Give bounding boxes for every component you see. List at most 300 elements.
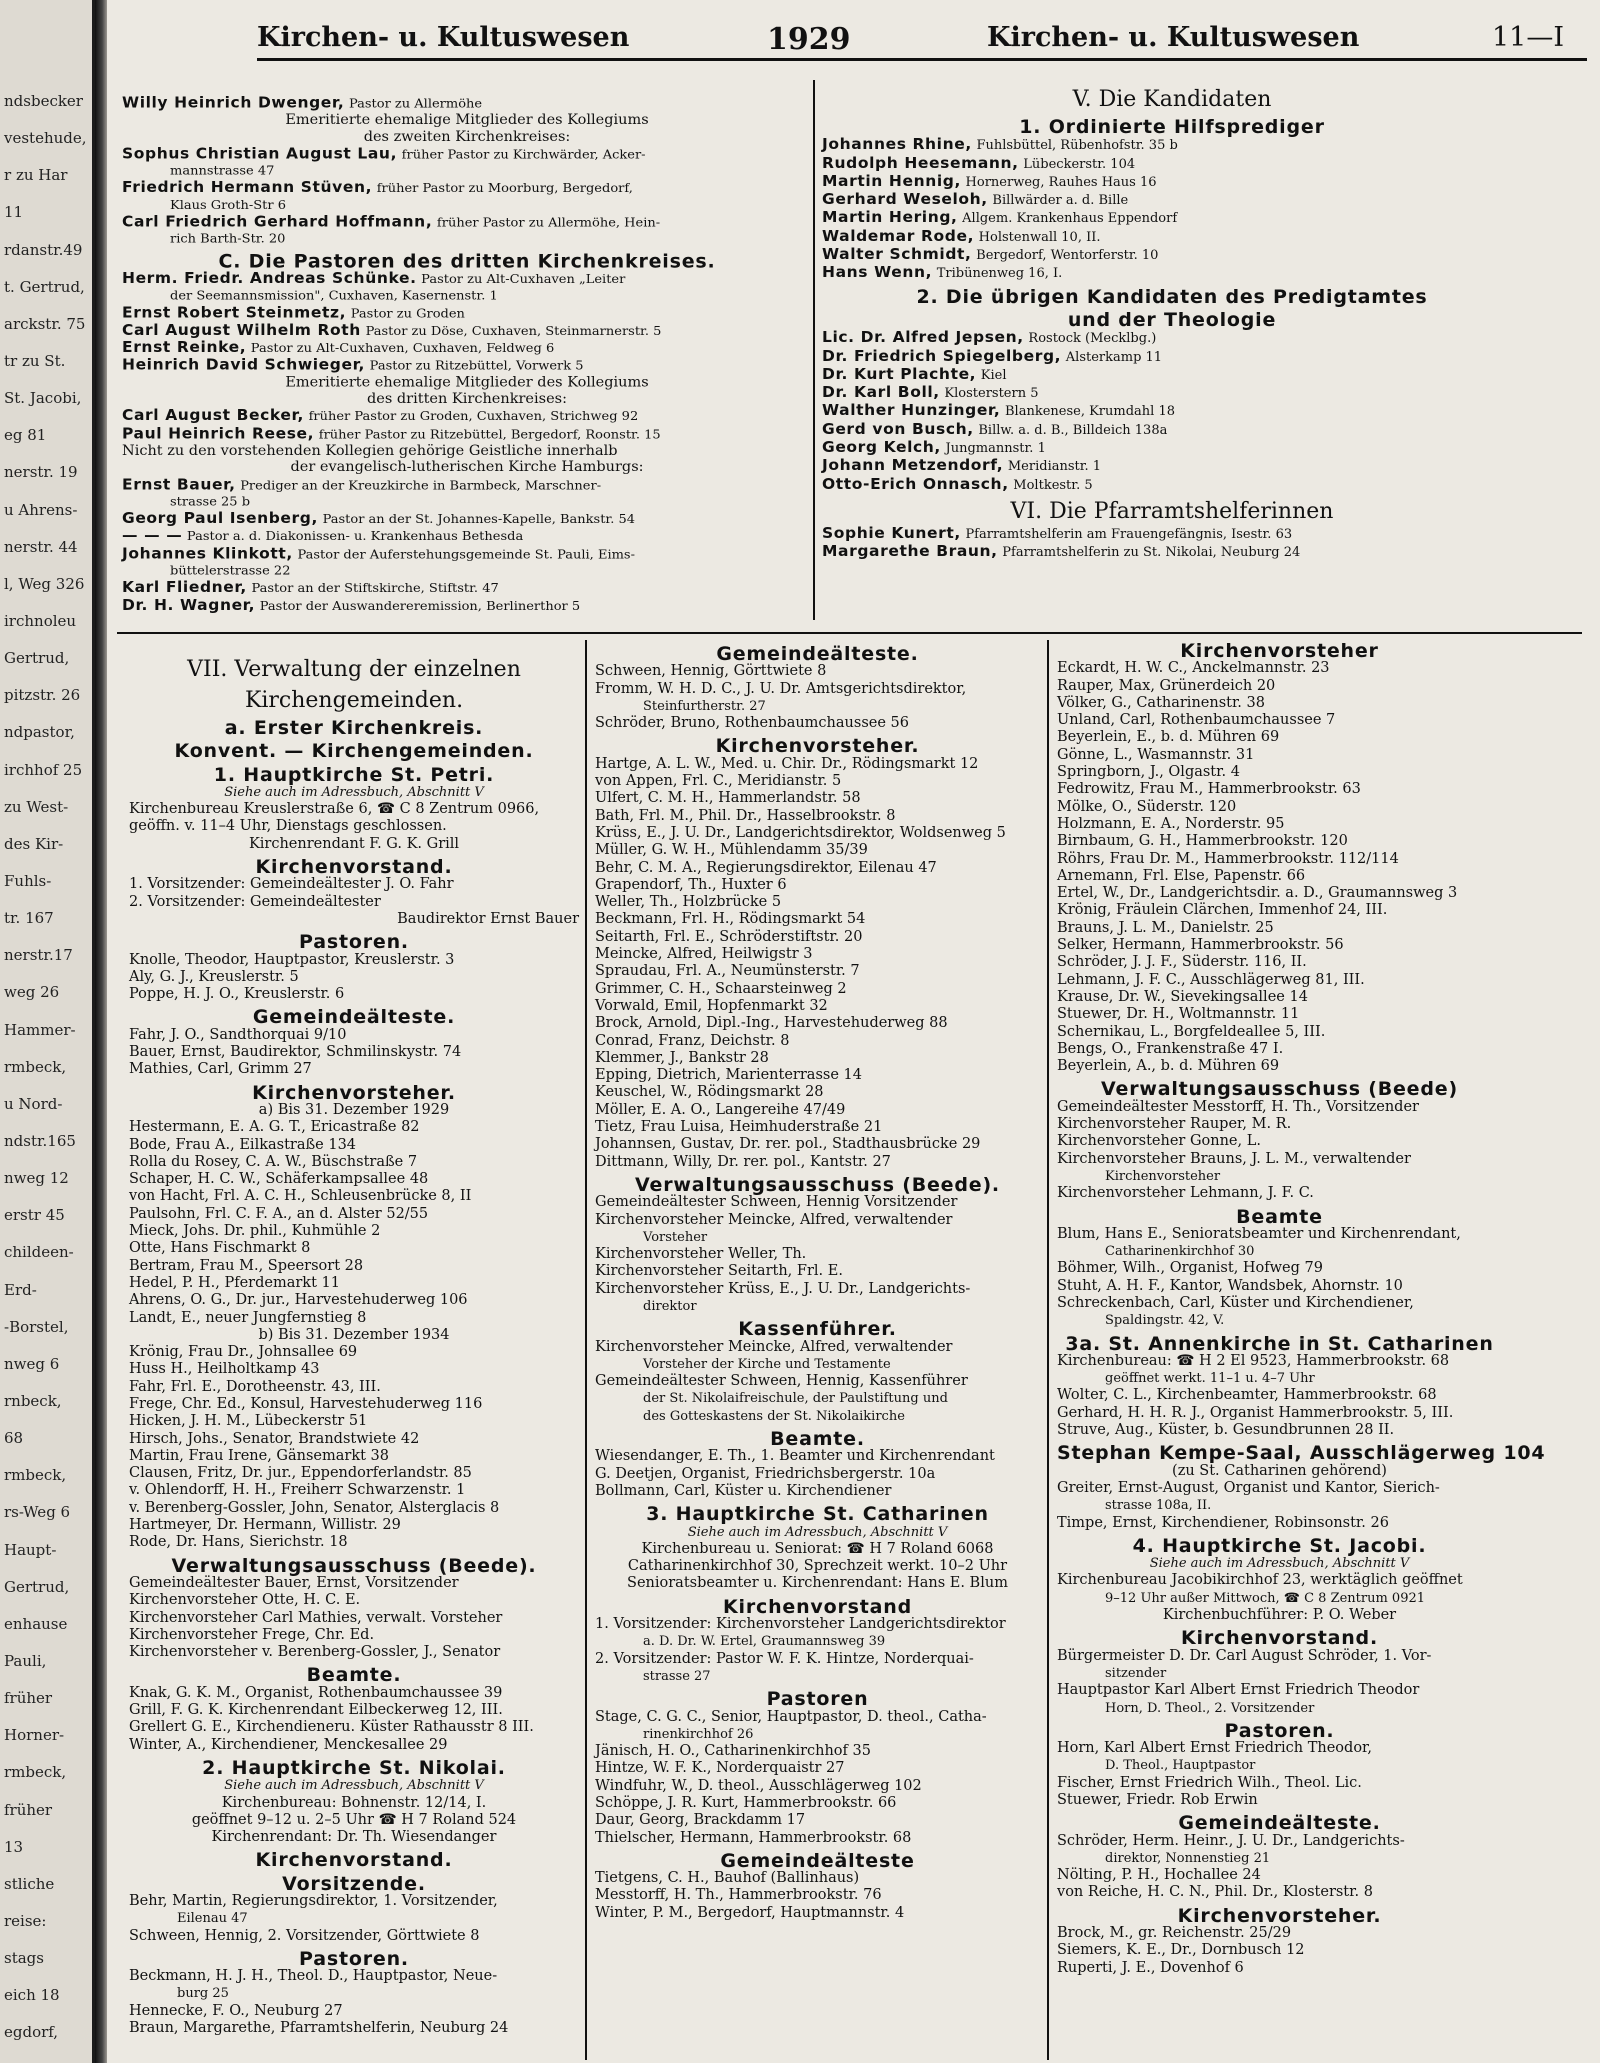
text-line: Kirchenvorsteher Brauns, J. L. M., verwaltender bbox=[1057, 1150, 1411, 1167]
text-line: Mieck, Johs. Dr. phil., Kuhmühle 2 bbox=[129, 1223, 381, 1240]
text-line: Kirchenvorsteher Gonne, L. bbox=[1057, 1133, 1261, 1150]
section-title: Kirchengemeinden. bbox=[244, 688, 464, 713]
section-heading: a. Erster Kirchenkreis. bbox=[224, 717, 484, 739]
text-line: Röhrs, Frau Dr. M., Hammerbrookstr. 112/114 bbox=[1057, 850, 1399, 867]
centered-line: Kirchenbureau u. Seniorat: ☎ H 7 Roland 6068 bbox=[641, 1540, 994, 1557]
section-heading: Beamte bbox=[1236, 1205, 1323, 1228]
entry-detail: Pastor der Auferstehungsgemeinde St. Pauli, Eims- bbox=[297, 547, 635, 562]
text-line: Conrad, Franz, Deichstr. 8 bbox=[595, 1032, 790, 1049]
entry-name: Gerd von Busch, bbox=[822, 419, 974, 438]
strip-fragment: stags bbox=[4, 1949, 44, 1967]
entry-name: Gerhard Weseloh, bbox=[822, 190, 988, 209]
text-line: Kirchenvorsteher Krüss, E., J. U. Dr., Landgerichts- bbox=[595, 1280, 971, 1297]
strip-fragment: nerstr. 44 bbox=[4, 538, 78, 556]
entry-line bbox=[122, 357, 812, 375]
text-line: Stage, C. G. C., Senior, Hauptpastor, D. theol., Catha- bbox=[595, 1708, 987, 1725]
centered-line: der evangelisch-lutherischen Kirche Hamburgs: bbox=[290, 459, 644, 476]
entry-name: Karl Fliedner, bbox=[122, 578, 247, 597]
strip-fragment: nweg 6 bbox=[4, 1355, 60, 1373]
text-line: v. Berenberg-Gossler, John, Senator, Alsterglacis 8 bbox=[129, 1499, 500, 1516]
section-title: VII. Verwaltung der einzelnen bbox=[187, 657, 521, 682]
entry-line bbox=[822, 476, 1522, 494]
strip-fragment: St. Jacobi, bbox=[4, 389, 82, 407]
continuation-line: Spaldingstr. 42, V. bbox=[1105, 1313, 1225, 1329]
text-line: Krönig, Fräulein Clärchen, Immenhof 24, III. bbox=[1057, 902, 1388, 919]
strip-fragment: childeen- bbox=[4, 1243, 74, 1261]
text-line: Grellert G. E., Kirchendieneru. Küster Rathausstr 8 III. bbox=[129, 1719, 534, 1736]
entry-detail: Pfarramtshelferin zu St. Nikolai, Neuburg 24 bbox=[1002, 545, 1301, 561]
text-line: Behr, Martin, Regierungsdirektor, 1. Vorsitzender, bbox=[129, 1893, 498, 1909]
continuation-line: Kirchenvorsteher bbox=[1105, 1168, 1221, 1184]
text-line: Völker, G., Catharinenstr. 38 bbox=[1057, 694, 1265, 711]
centered-line: geöffnet 9–12 u. 2–5 Uhr ☎ H 7 Roland 524 bbox=[191, 1811, 517, 1828]
text-line: von Reiche, H. C. N., Phil. Dr., Klosterstr. 8 bbox=[1057, 1884, 1373, 1901]
text-line: Martin, Frau Irene, Gänsemarkt 38 bbox=[129, 1447, 389, 1464]
text-line: Brauns, J. L. M., Danielstr. 25 bbox=[1057, 919, 1274, 936]
text-line: Kirchenvorsteher Meincke, Alfred, verwaltender bbox=[595, 1211, 953, 1228]
text-line: Ertel, W., Dr., Landgerichtsdir. a. D., Graumannsweg 3 bbox=[1057, 885, 1458, 902]
text-line: Gemeindeältester Messtorff, H. Th., Vorsitzender bbox=[1057, 1098, 1419, 1115]
centered-line: Kirchenrendant: Dr. Th. Wiesendanger bbox=[211, 1829, 497, 1846]
section-heading: Vorsitzende. bbox=[282, 1872, 426, 1895]
strip-fragment: enhause bbox=[4, 1615, 68, 1633]
text-line: Keuschel, W., Rödingsmarkt 28 bbox=[595, 1084, 824, 1101]
entry-line bbox=[822, 366, 1522, 384]
strip-fragment: 68 bbox=[4, 1429, 24, 1447]
section-heading: 3. Hauptkirche St. Catharinen bbox=[646, 1503, 989, 1526]
column-lower-right bbox=[1057, 637, 1546, 1977]
text-line: geöffn. v. 11–4 Uhr, Dienstags geschlossen. bbox=[129, 818, 447, 835]
text-line: Fischer, Ernst Friedrich Wilh., Theol. Lic. bbox=[1057, 1774, 1362, 1791]
entry-line bbox=[822, 155, 1522, 173]
entry-detail: Prediger an der Kreuzkirche in Barmbeck, Marschner- bbox=[240, 478, 602, 493]
section-heading: Verwaltungsausschuss (Beede). bbox=[635, 1173, 1000, 1196]
continuation-line: strasse 108a, II. bbox=[1105, 1498, 1212, 1514]
strip-fragment: ndpastor, bbox=[4, 723, 75, 741]
continuation-line: burg 25 bbox=[177, 1986, 229, 2002]
entry-line bbox=[122, 528, 812, 546]
continuation-line: Vorsteher bbox=[643, 1229, 708, 1245]
text-line: Schröder, Bruno, Rothenbaumchaussee 56 bbox=[595, 715, 909, 732]
entry-line bbox=[122, 546, 812, 564]
header-right: Kirchen- u. Kultuswesen bbox=[987, 22, 1360, 53]
text-line: v. Ohlendorff, H. H., Freiherr Schwarzenstr. 1 bbox=[129, 1482, 466, 1499]
text-line: Bertram, Frau M., Speersort 28 bbox=[129, 1257, 364, 1274]
text-line: Beyerlein, A., b. d. Mühren 69 bbox=[1057, 1058, 1280, 1075]
column-top-left bbox=[122, 95, 812, 615]
entry-detail: Pastor zu Allermöhe bbox=[348, 96, 483, 112]
strip-fragment: des Kir- bbox=[4, 835, 64, 853]
text-line: Gönne, L., Wasmannstr. 31 bbox=[1057, 746, 1255, 763]
entry-name: Walter Schmidt, bbox=[822, 245, 972, 264]
text-line: Thielscher, Hermann, Hammerbrookstr. 68 bbox=[595, 1829, 912, 1846]
strip-fragment: irchhof 25 bbox=[4, 761, 83, 779]
text-line: Paulsohn, Frl. C. F. A., an d. Alster 52/55 bbox=[129, 1205, 429, 1222]
section-heading: Gemeindeälteste. bbox=[716, 643, 919, 665]
strip-fragment: egdorf, bbox=[4, 2023, 59, 2041]
text-line: Weller, Th., Holzbrücke 5 bbox=[595, 894, 782, 911]
header-left: Kirchen- u. Kultuswesen bbox=[257, 22, 630, 53]
entry-detail: Pastor an der St. Johannes-Kapelle, Bankstr. 54 bbox=[322, 512, 636, 527]
entry-name: Paul Heinrich Reese, bbox=[122, 424, 315, 442]
entry-line bbox=[822, 439, 1522, 457]
text-line: Kirchenvorsteher Weller, Th. bbox=[595, 1246, 807, 1263]
text-line: Stuewer, Dr. H., Woltmannstr. 11 bbox=[1057, 1006, 1300, 1023]
text-line: Ulfert, C. M. H., Hammerlandstr. 58 bbox=[595, 790, 861, 807]
entry-line bbox=[122, 580, 812, 598]
text-line: Frege, Chr. Ed., Konsul, Harvestehuderweg 116 bbox=[129, 1395, 483, 1412]
text-line: Horn, Karl Albert Ernst Friedrich Theodor, bbox=[1057, 1740, 1372, 1757]
strip-fragment: rnbeck, bbox=[4, 1392, 62, 1410]
text-line: Rolla du Rosey, C. A. W., Büschstraße 7 bbox=[129, 1153, 418, 1170]
text-line: Kirchenvorsteher Carl Mathies, verwalt. Vorsteher bbox=[129, 1609, 503, 1626]
strip-fragment: tr zu St. bbox=[4, 352, 66, 370]
entry-detail: Klosterstern 5 bbox=[944, 386, 1039, 402]
entry-detail: Pfarramtshelferin am Frauengefängnis, Isestr. 63 bbox=[965, 526, 1293, 542]
entry-name: Ernst Robert Steinmetz, bbox=[122, 303, 347, 322]
text-line: von Hacht, Frl. A. C. H., Schleusenbrücke 8, II bbox=[129, 1188, 472, 1205]
entry-line bbox=[122, 214, 812, 232]
entry-detail: Lübeckerstr. 104 bbox=[1023, 156, 1136, 172]
text-line: Lehmann, J. F. C., Ausschlägerweg 81, III. bbox=[1057, 971, 1365, 988]
section-heading: Kirchenvorsteher. bbox=[252, 1081, 456, 1104]
document-page bbox=[107, 0, 1600, 2063]
entry-name: Waldemar Rode, bbox=[822, 226, 975, 245]
entry-line bbox=[822, 543, 1522, 561]
strip-fragment: Gertrud, bbox=[4, 649, 70, 667]
strip-fragment: nerstr. 19 bbox=[4, 463, 78, 481]
section-heading: 3a. St. Annenkirche in St. Catharinen bbox=[1065, 1332, 1494, 1355]
text-line: Winter, A., Kirchendiener, Menckesallee 29 bbox=[129, 1736, 448, 1753]
text-line: Rode, Dr. Hans, Sierichstr. 18 bbox=[129, 1534, 348, 1551]
entry-detail: Rostock (Mecklbg.) bbox=[1028, 331, 1157, 347]
strip-fragment: stliche bbox=[4, 1875, 55, 1893]
entry-name: Margarethe Braun, bbox=[822, 542, 998, 561]
section-heading: Verwaltungsausschuss (Beede). bbox=[171, 1554, 537, 1577]
divider-top bbox=[813, 80, 815, 620]
entry-detail: früher Pastor zu Allermöhe, Hein- bbox=[436, 215, 661, 231]
text-line: Knak, G. K. M., Organist, Rothenbaumchaussee 39 bbox=[129, 1684, 503, 1701]
strip-fragment: 13 bbox=[4, 1838, 24, 1856]
text-line: 1. Vorsitzender: Gemeindeältester J. O. Fahr bbox=[129, 876, 454, 893]
centered-line: Catharinenkirchhof 30, Sprechzeit werkt. 10–2 Uhr bbox=[627, 1558, 1008, 1575]
entry-name: Martin Hering, bbox=[822, 208, 958, 227]
strip-fragment: zu West- bbox=[4, 798, 69, 816]
strip-fragment: ndsbecker bbox=[4, 92, 83, 110]
text-line: Hauptpastor Karl Albert Ernst Friedrich Theodor bbox=[1057, 1682, 1420, 1699]
section-heading: Pastoren. bbox=[299, 931, 409, 954]
strip-fragment: u Ahrens- bbox=[4, 501, 78, 519]
text-line: Hedel, P. H., Pferdemarkt 11 bbox=[129, 1274, 340, 1291]
text-line: Schöppe, J. R. Kurt, Hammerbrookstr. 66 bbox=[595, 1795, 897, 1811]
text-line: Hintze, W. F. K., Norderquaistr 27 bbox=[595, 1760, 845, 1777]
section-heading: 2. Die übrigen Kandidaten des Predigtamtes bbox=[916, 285, 1428, 308]
entry-detail: Pastor zu Ritzebüttel, Vorwerk 5 bbox=[369, 359, 584, 374]
text-line: Meincke, Alfred, Heilwigstr 3 bbox=[595, 946, 813, 963]
text-line: Mölke, O., Süderstr. 120 bbox=[1057, 798, 1237, 815]
header-year: 1929 bbox=[767, 22, 851, 57]
text-line: Springborn, J., Olgastr. 4 bbox=[1057, 764, 1240, 781]
strip-fragment: u Nord- bbox=[4, 1095, 63, 1113]
text-line: Hicken, J. H. M., Lübeckerstr 51 bbox=[129, 1413, 368, 1430]
entry-line bbox=[122, 408, 812, 426]
text-line: Rauper, Max, Grünerdeich 20 bbox=[1057, 677, 1276, 694]
strip-fragment: arckstr. 75 bbox=[4, 315, 86, 333]
text-line: Kirchenvorsteher Otte, H. C. E. bbox=[129, 1592, 361, 1609]
entry-detail: Alsterkamp 11 bbox=[1065, 349, 1163, 365]
section-heading: Konvent. — Kirchengemeinden. bbox=[174, 740, 534, 763]
entry-name: Herm. Friedr. Andreas Schünke. bbox=[122, 269, 417, 287]
continuation-line: des Gotteskastens der St. Nikolaikirche bbox=[643, 1408, 905, 1424]
entry-line bbox=[122, 271, 812, 289]
entry-detail: früher Pastor zu Moorburg, Bergedorf, bbox=[376, 181, 633, 197]
text-line: 1. Vorsitzender: Kirchenvorsteher Landgerichtsdirektor bbox=[595, 1616, 1006, 1633]
strip-fragment: früher bbox=[4, 1689, 53, 1707]
strip-fragment: weg 26 bbox=[4, 983, 60, 1001]
text-line: Möller, E. A. O., Langereihe 47/49 bbox=[595, 1101, 846, 1118]
text-line: Fahr, Frl. E., Dorotheenstr. 43, III. bbox=[129, 1378, 381, 1395]
entry-name: Georg Kelch, bbox=[822, 438, 941, 457]
entry-name: Johannes Klinkott, bbox=[122, 544, 293, 562]
text-line: Bürgermeister D. Dr. Carl August Schröder, 1. Vor- bbox=[1057, 1647, 1432, 1664]
continuation-line: Vorsteher der Kirche und Testamente bbox=[643, 1356, 891, 1372]
column-lower-left bbox=[129, 652, 579, 2037]
text-line: Grill, F. G. K. Kirchenrendant Eilbeckerweg 12, III. bbox=[129, 1702, 503, 1719]
entry-line bbox=[122, 95, 812, 113]
entry-line bbox=[822, 264, 1522, 282]
strip-fragment: tr. 167 bbox=[4, 909, 54, 927]
entry-detail: Meridianstr. 1 bbox=[1007, 459, 1102, 475]
entry-detail: Fuhlsbüttel, Rübenhofstr. 35 b bbox=[976, 138, 1178, 154]
column-lower-middle bbox=[595, 640, 1040, 1922]
text-line: Fedrowitz, Frau M., Hammerbrookstr. 63 bbox=[1057, 781, 1361, 798]
continuation-line: direktor bbox=[643, 1298, 697, 1314]
entry-name: Walther Hunzinger, bbox=[822, 401, 1001, 420]
continuation-line: geöffnet werkt. 11–1 u. 4–7 Uhr bbox=[1105, 1371, 1315, 1387]
divider-lower-1 bbox=[585, 640, 587, 2060]
entry-line bbox=[822, 136, 1522, 154]
entry-line bbox=[122, 180, 812, 198]
reference-note: Siehe auch im Adressbuch, Abschnitt V bbox=[224, 1778, 484, 1794]
strip-fragment: Horner- bbox=[4, 1726, 65, 1744]
text-line: Poppe, H. J. O., Kreuslerstr. 6 bbox=[129, 986, 345, 1003]
text-line: Nicht zu den vorstehenden Kollegien gehörige Geistliche innerhalb bbox=[122, 443, 618, 459]
strip-fragment: Haupt- bbox=[4, 1541, 57, 1559]
entry-detail: Allgem. Krankenhaus Eppendorf bbox=[962, 211, 1178, 227]
strip-fragment: eich 18 bbox=[4, 1986, 60, 2004]
text-line: Beyerlein, E., b. d. Mühren 69 bbox=[1057, 729, 1280, 746]
text-line: Klemmer, J., Bankstr 28 bbox=[595, 1049, 769, 1066]
entry-detail: Blankenese, Krumdahl 18 bbox=[1005, 404, 1176, 420]
text-line: Schween, Hennig, Görttwiete 8 bbox=[595, 663, 827, 680]
entry-name: Carl Friedrich Gerhard Hoffmann, bbox=[122, 213, 433, 231]
text-line: Hestermann, E. A. G. T., Ericastraße 82 bbox=[129, 1119, 420, 1136]
centered-line: Emeritierte ehemalige Mitglieder des Kollegiums bbox=[285, 374, 649, 391]
continuation-line: Eilenau 47 bbox=[177, 1911, 248, 1927]
strip-fragment: eg 81 bbox=[4, 426, 47, 444]
strip-fragment: pitzstr. 26 bbox=[4, 686, 81, 704]
text-line: Birnbaum, G. H., Hammerbrookstr. 120 bbox=[1057, 833, 1348, 850]
book-gutter bbox=[95, 0, 107, 2063]
entry-line bbox=[122, 146, 812, 164]
entry-detail: früher Pastor zu Kirchwärder, Acker- bbox=[401, 147, 646, 163]
text-line: Unland, Carl, Rothenbaumchaussee 7 bbox=[1057, 712, 1336, 729]
entry-line bbox=[822, 329, 1522, 347]
strip-fragment: l, Weg 326 bbox=[4, 575, 85, 593]
centered-line: Kirchenrendant F. G. K. Grill bbox=[248, 835, 460, 852]
text-line: Stuewer, Friedr. Rob Erwin bbox=[1057, 1792, 1258, 1808]
entry-detail: Tribünenweg 16, I. bbox=[936, 266, 1063, 282]
section-heading: 1. Ordinierte Hilfsprediger bbox=[1019, 116, 1325, 138]
text-line: Bengs, O., Frankenstraße 47 I. bbox=[1057, 1040, 1284, 1057]
entry-detail: Moltkestr. 5 bbox=[1013, 477, 1093, 493]
continuation-line: 9–12 Uhr außer Mittwoch, ☎ C 8 Zentrum 0921 bbox=[1105, 1590, 1426, 1606]
section-title: V. Die Kandidaten bbox=[1072, 87, 1272, 112]
text-line: Huss H., Heilholtkamp 43 bbox=[129, 1361, 320, 1378]
text-line: Bauer, Ernst, Baudirektor, Schmilinskystr. 74 bbox=[129, 1044, 462, 1061]
strip-fragment: reise: bbox=[4, 1912, 47, 1930]
text-line: Beckmann, Frl. H., Rödingsmarkt 54 bbox=[595, 911, 866, 928]
text-line: Ahrens, O. G., Dr. jur., Harvestehuderweg 106 bbox=[129, 1292, 468, 1309]
strip-fragment: t. Gertrud, bbox=[4, 278, 85, 296]
entry-detail: früher Pastor zu Ritzebüttel, Bergedorf, Roonstr. 15 bbox=[318, 427, 661, 442]
reference-note: Siehe auch im Adressbuch, Abschnitt V bbox=[687, 1524, 948, 1540]
text-line: Greiter, Ernst-August, Organist und Kantor, Sierich- bbox=[1057, 1479, 1440, 1496]
page-number: 11—I bbox=[1492, 22, 1565, 53]
text-line: Spraudau, Frl. A., Neumünsterstr. 7 bbox=[595, 963, 860, 980]
entry-detail: Pastor a. d. Diakonissen- u. Krankenhaus Bethesda bbox=[186, 530, 524, 545]
right-line: Baudirektor Ernst Bauer bbox=[397, 910, 579, 927]
continuation-line: Steinfurtherstr. 27 bbox=[643, 698, 766, 714]
text-line: Kirchenvorsteher v. Berenberg-Gossler, J., Senator bbox=[129, 1644, 501, 1661]
entry-name: Rudolph Heesemann, bbox=[822, 153, 1019, 172]
centered-line: des dritten Kirchenkreises: bbox=[366, 391, 567, 407]
entry-line bbox=[822, 457, 1522, 475]
entry-name: Dr. H. Wagner, bbox=[122, 596, 256, 614]
continuation-line: mannstrasse 47 bbox=[170, 164, 275, 179]
entry-name: Dr. Friedrich Spiegelberg, bbox=[822, 346, 1062, 365]
text-line: von Appen, Frl. C., Meridianstr. 5 bbox=[595, 773, 842, 790]
text-line: Hirsch, Johs., Senator, Brandstwiete 42 bbox=[129, 1430, 420, 1447]
section-heading: Gemeindeälteste. bbox=[252, 1006, 456, 1029]
section-title: VI. Die Pfarramtshelferinnen bbox=[1010, 498, 1334, 524]
text-line: Clausen, Fritz, Dr. jur., Eppendorferlandstr. 85 bbox=[129, 1465, 472, 1482]
strip-fragment: -Borstel, bbox=[4, 1318, 69, 1336]
text-line: Müller, G. W. H., Mühlendamm 35/39 bbox=[595, 842, 868, 859]
text-line: Struve, Aug., Küster, b. Gesundbrunnen 28 II. bbox=[1057, 1422, 1395, 1439]
entry-detail: Pastor zu Döse, Cuxhaven, Steinmarnerstr. 5 bbox=[365, 324, 662, 339]
entry-detail: Pastor der Auswandereremission, Berlinerthor 5 bbox=[259, 599, 581, 614]
text-line: Gemeindeältester Bauer, Ernst, Vorsitzender bbox=[129, 1574, 459, 1591]
entry-line bbox=[822, 384, 1522, 402]
section-heading: und der Theologie bbox=[1067, 308, 1277, 331]
section-heading: Kirchenvorstand. bbox=[255, 856, 453, 879]
text-line: Messtorff, H. Th., Hammerbrookstr. 76 bbox=[595, 1887, 882, 1904]
text-line: Ruperti, J. E., Dovenhof 6 bbox=[1057, 1959, 1244, 1976]
section-heading: Gemeindeälteste. bbox=[1178, 1812, 1381, 1835]
section-heading: Kirchenvorstand. bbox=[1181, 1627, 1378, 1650]
text-line: Wiesendanger, E. Th., 1. Beamter und Kirchenrendant bbox=[595, 1448, 995, 1465]
column-top-right bbox=[822, 82, 1522, 562]
text-line: Gerhard, H. H. R. J., Organist Hammerbrookstr. 5, III. bbox=[1057, 1404, 1454, 1421]
strip-fragment: rs-Weg 6 bbox=[4, 1503, 71, 1521]
entry-name: Carl August Becker, bbox=[122, 407, 304, 425]
text-line: 2. Vorsitzender: Pastor W. F. K. Hintze, Norderquai- bbox=[595, 1650, 974, 1667]
entry-detail: Pastor zu Alt-Cuxhaven „Leiter bbox=[421, 272, 626, 287]
text-line: Stuht, A. H. F., Kantor, Wandsbek, Ahornstr. 10 bbox=[1057, 1277, 1403, 1294]
text-line: Johannsen, Gustav, Dr. rer. pol., Stadthausbrücke 29 bbox=[595, 1136, 981, 1153]
entry-name: Ernst Bauer, bbox=[122, 475, 236, 493]
section-heading: C. Die Pastoren des dritten Kirchenkreises. bbox=[218, 251, 716, 273]
text-line: Grimmer, C. H., Schaarsteinweg 2 bbox=[595, 980, 847, 997]
text-line: G. Deetjen, Organist, Friedrichsbergerstr. 10a bbox=[595, 1465, 936, 1482]
text-line: Hartmeyer, Dr. Hermann, Willistr. 29 bbox=[129, 1517, 401, 1534]
text-line: Böhmer, Wilh., Organist, Hofweg 79 bbox=[1057, 1260, 1323, 1277]
entry-line bbox=[122, 322, 812, 340]
text-line: Kirchenvorsteher Lehmann, J. F. C. bbox=[1057, 1185, 1314, 1202]
entry-name: Dr. Kurt Plachte, bbox=[822, 364, 977, 383]
continuation-line: rinenkirchhof 26 bbox=[643, 1726, 754, 1742]
text-line: Krüss, E., J. U. Dr., Landgerichtsdirektor, Woldsenweg 5 bbox=[595, 824, 1006, 841]
text-line: Tietz, Frau Luisa, Heimhuderstraße 21 bbox=[595, 1119, 883, 1136]
entry-name: Sophie Kunert, bbox=[822, 523, 961, 542]
entry-name: Johann Metzendorf, bbox=[822, 456, 1004, 475]
text-line: Bollmann, Carl, Küster u. Kirchendiener bbox=[595, 1482, 892, 1499]
text-line: Schernikau, L., Borgfeldeallee 5, III. bbox=[1057, 1023, 1326, 1040]
continuation-line: direktor, Nonnenstieg 21 bbox=[1105, 1850, 1271, 1866]
entry-name: Willy Heinrich Dwenger, bbox=[122, 94, 345, 112]
strip-fragment: Fuhls- bbox=[4, 872, 52, 890]
text-line: Brock, Arnold, Dipl.-Ing., Harvestehuderweg 88 bbox=[595, 1015, 948, 1032]
text-line: Holzmann, E. A., Norderstr. 95 bbox=[1057, 815, 1285, 832]
text-line: Kirchenvorsteher Seitarth, Frl. E. bbox=[595, 1263, 843, 1280]
text-line: Aly, G. J., Kreuslerstr. 5 bbox=[129, 968, 299, 985]
text-line: Jänisch, H. O., Catharinenkirchhof 35 bbox=[595, 1743, 871, 1760]
strip-fragment: nweg 12 bbox=[4, 1169, 69, 1187]
text-line: Otte, Hans Fischmarkt 8 bbox=[129, 1240, 311, 1257]
text-line: Tietgens, C. H., Bauhof (Ballinhaus) bbox=[595, 1870, 860, 1887]
text-line: Braun, Margarethe, Pfarramtshelferin, Neuburg 24 bbox=[129, 2020, 509, 2037]
text-line: Bode, Frau A., Eilkastraße 134 bbox=[129, 1136, 357, 1153]
section-heading: Pastoren. bbox=[1224, 1719, 1335, 1742]
entry-name: Sophus Christian August Lau, bbox=[122, 144, 398, 163]
entry-detail: Kiel bbox=[980, 367, 1007, 383]
text-line: Seitarth, Frl. E., Schröderstiftstr. 20 bbox=[595, 928, 863, 945]
centered-line: Kirchenbureau: Bohnenstr. 12/14, I. bbox=[221, 1794, 487, 1811]
entry-name: Lic. Dr. Alfred Jepsen, bbox=[822, 328, 1024, 347]
text-line: Kirchenbureau Kreuslerstraße 6, ☎ C 8 Zentrum 0966, bbox=[129, 801, 540, 818]
text-line: Grapendorf, Th., Huxter 6 bbox=[595, 876, 787, 893]
entry-line bbox=[122, 426, 812, 444]
entry-line bbox=[122, 476, 812, 494]
section-heading: 2. Hauptkirche St. Nikolai. bbox=[202, 1756, 506, 1779]
section-heading: Pastoren. bbox=[299, 1947, 409, 1970]
entry-name: Ernst Reinke, bbox=[122, 338, 247, 357]
strip-fragment: rmbeck, bbox=[4, 1466, 67, 1484]
entry-line bbox=[822, 228, 1522, 246]
section-heading: Beamte. bbox=[770, 1428, 865, 1451]
section-heading: Verwaltungsausschuss (Beede) bbox=[1101, 1078, 1458, 1101]
continuation-line: strasse 25 b bbox=[170, 494, 251, 510]
strip-fragment: rmbeck, bbox=[4, 1058, 67, 1076]
entry-line bbox=[822, 348, 1522, 366]
text-line: Kirchenbureau Jacobikirchhof 23, werktäglich geöffnet bbox=[1057, 1572, 1463, 1589]
strip-fragment: r zu Har bbox=[4, 166, 68, 184]
entry-name: Hans Wenn, bbox=[822, 263, 933, 282]
continuation-line: D. Theol., Hauptpastor bbox=[1105, 1758, 1256, 1774]
text-line: Siemers, K. E., Dr., Dornbusch 12 bbox=[1057, 1942, 1305, 1959]
text-line: Krönig, Frau Dr., Johnsallee 69 bbox=[129, 1344, 358, 1361]
